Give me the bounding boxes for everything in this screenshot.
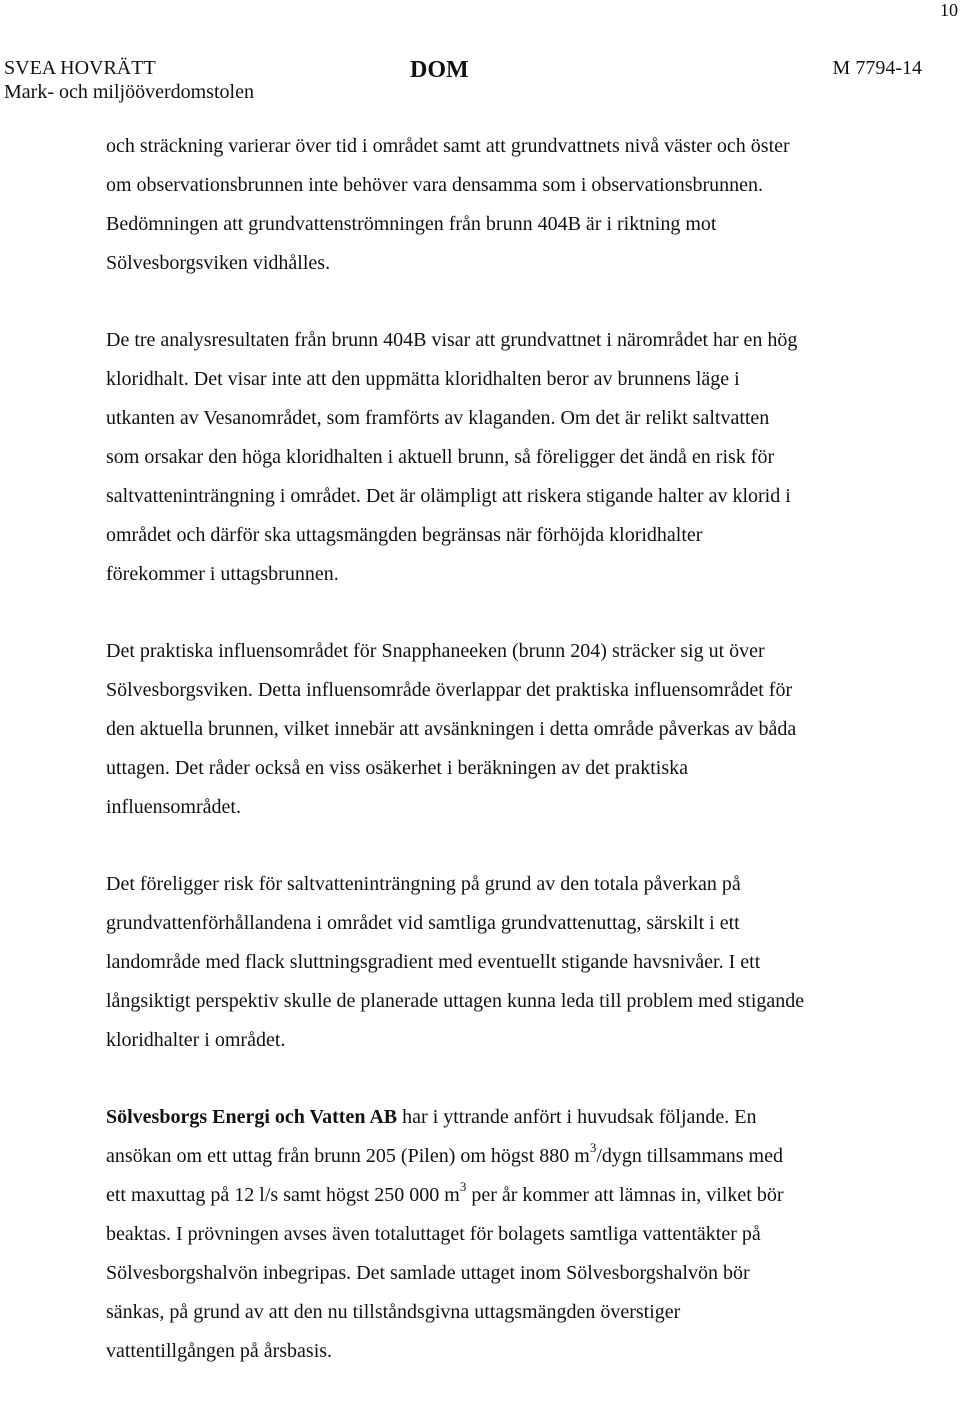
text-line: vattentillgången på årsbasis. — [106, 1340, 333, 1362]
text-line: uttagen. Det råder också en viss osäkerhet i beräkningen av det praktiska — [106, 757, 689, 779]
text-line: Sölvesborgsviken. Detta influensområde överlappar det praktiska influensområdet för — [106, 679, 793, 701]
document-header — [0, 56, 960, 106]
text-line — [106, 1176, 906, 1215]
superscript: 3 — [459, 1179, 467, 1195]
court-division: Mark- och miljööverdomstolen — [4, 81, 254, 103]
text-line: Sölvesborgshalvön inbegripas. Det samlade uttaget inom Sölvesborgshalvön bör — [106, 1262, 750, 1284]
text-fragment: /dygn tillsammans med — [596, 1145, 783, 1167]
text-line: Det praktiska influensområdet för Snapphaneeken (brunn 204) sträcker sig ut över — [106, 640, 765, 662]
court-name: SVEA HOVRÄTT — [4, 57, 156, 79]
party-name: Sölvesborgs Energi och Vatten AB — [106, 1106, 398, 1128]
case-number: M 7794-14 — [832, 57, 922, 79]
text-line: Sölvesborgsviken vidhålles. — [106, 252, 331, 274]
paragraph-2 — [106, 321, 906, 594]
paragraph-3 — [106, 632, 906, 827]
text-line: området och därför ska uttagsmängden begränsas när förhöjda kloridhalter — [106, 524, 703, 546]
paragraph-5 — [106, 1098, 906, 1371]
text-line: Det föreligger risk för saltvatteninträngning på grund av den totala påverkan på — [106, 873, 741, 895]
text-line: utkanten av Vesanområdet, som framförts av klaganden. Om det är relikt saltvatten — [106, 407, 770, 429]
text-line: långsiktigt perspektiv skulle de planerade uttagen kunna leda till problem med stigande — [106, 990, 805, 1012]
text-fragment: har i yttrande anfört i huvudsak följande. En — [397, 1106, 757, 1128]
text-line: om observationsbrunnen inte behöver vara densamma som i observationsbrunnen. — [106, 174, 764, 196]
paragraph-4 — [106, 865, 906, 1060]
document-body — [106, 127, 906, 1409]
text-line: Bedömningen att grundvattenströmningen från brunn 404B är i riktning mot — [106, 213, 717, 235]
paragraph-1 — [106, 127, 906, 283]
text-fragment: per år kommer att lämnas in, vilket bör — [466, 1184, 784, 1206]
text-line: grundvattenförhållandena i området vid samtliga grundvattenuttag, särskilt i ett — [106, 912, 740, 934]
document-type: DOM — [410, 57, 469, 83]
superscript: 3 — [589, 1140, 597, 1156]
page-number: 10 — [940, 0, 958, 20]
text-line: influensområdet. — [106, 796, 241, 818]
text-line: De tre analysresultaten från brunn 404B visar att grundvattnet i närområdet har en hög — [106, 329, 798, 351]
text-line: och sträckning varierar över tid i området samt att grundvattnets nivå väster och öster — [106, 135, 790, 157]
text-line: förekommer i uttagsbrunnen. — [106, 563, 339, 585]
text-line: den aktuella brunnen, vilket innebär att avsänkningen i detta område påverkas av båda — [106, 718, 797, 740]
text-line — [106, 1098, 906, 1137]
text-fragment: ansökan om ett uttag från brunn 205 (Pilen) om högst 880 m — [106, 1145, 590, 1167]
text-line — [106, 1137, 906, 1176]
text-line: saltvatteninträngning i området. Det är olämpligt att riskera stigande halter av klorid i — [106, 485, 791, 507]
text-line: kloridhalt. Det visar inte att den uppmätta kloridhalten beror av brunnens läge i — [106, 368, 740, 390]
text-line: sänkas, på grund av att den nu tillståndsgivna uttagsmängden överstiger — [106, 1301, 681, 1323]
text-line: beaktas. I prövningen avses även totaluttaget för bolagets samtliga vattentäkter på — [106, 1223, 761, 1245]
text-line: landområde med flack sluttningsgradient med eventuellt stigande havsnivåer. I ett — [106, 951, 761, 973]
text-line: som orsakar den höga kloridhalten i aktuell brunn, så föreligger det ändå en risk för — [106, 446, 775, 468]
text-line: kloridhalter i området. — [106, 1029, 286, 1051]
text-fragment: ett maxuttag på 12 l/s samt högst 250 000 m — [106, 1184, 460, 1206]
